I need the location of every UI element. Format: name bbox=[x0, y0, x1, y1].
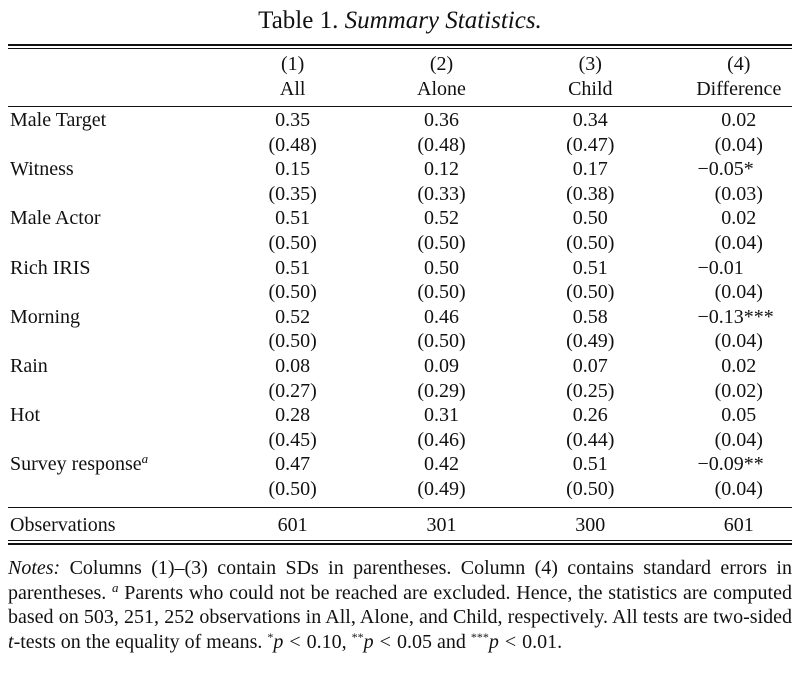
sd-cell: (0.35) bbox=[268, 182, 317, 205]
mean-cell: −0.13*** bbox=[697, 305, 774, 328]
mean-cell: 0.50 bbox=[572, 207, 608, 230]
column-header-all: All bbox=[279, 77, 306, 100]
table-row bbox=[8, 206, 792, 231]
sd-cell: (0.50) bbox=[566, 281, 615, 304]
table-row-sd bbox=[8, 477, 792, 502]
column-header-alone: Alone bbox=[417, 77, 466, 100]
sd-cell: (0.49) bbox=[566, 330, 615, 353]
mean-cell: 0.28 bbox=[275, 404, 311, 427]
sd-cell: (0.50) bbox=[417, 231, 466, 254]
mean-cell: 0.51 bbox=[275, 256, 311, 279]
mean-cell: 0.02 bbox=[721, 207, 757, 230]
mean-cell: 0.52 bbox=[275, 305, 311, 328]
sd-cell: (0.47) bbox=[566, 133, 615, 156]
sd-cell: (0.33) bbox=[417, 182, 466, 205]
table-row-sd bbox=[8, 379, 792, 404]
table-row-sd bbox=[8, 182, 792, 207]
observations-value: 301 bbox=[426, 513, 457, 536]
mean-cell: 0.12 bbox=[423, 158, 459, 181]
mean-cell: 0.46 bbox=[423, 305, 459, 328]
mean-cell: 0.51 bbox=[275, 207, 311, 230]
table-row bbox=[8, 403, 792, 428]
table-row-sd bbox=[8, 231, 792, 256]
sd-cell: (0.02) bbox=[714, 379, 763, 402]
mean-cell: 0.31 bbox=[423, 404, 459, 427]
observations-value: 601 bbox=[723, 513, 754, 536]
table-row bbox=[8, 256, 792, 281]
mean-cell: 0.50 bbox=[423, 256, 459, 279]
sd-cell: (0.04) bbox=[714, 330, 763, 353]
sd-cell: (0.50) bbox=[566, 231, 615, 254]
top-rule-2 bbox=[8, 48, 792, 49]
summary-statistics-table bbox=[8, 52, 792, 542]
mean-cell: 0.52 bbox=[423, 207, 459, 230]
sd-cell: (0.04) bbox=[714, 281, 763, 304]
table-row-sd bbox=[8, 280, 792, 305]
sd-cell: (0.50) bbox=[268, 330, 317, 353]
column-number: (4) bbox=[727, 53, 751, 75]
sd-cell: (0.50) bbox=[268, 477, 317, 500]
sd-cell: (0.38) bbox=[566, 182, 615, 205]
row-label: Male Target bbox=[10, 109, 107, 131]
mean-cell: 0.36 bbox=[423, 109, 459, 131]
mean-cell: 0.17 bbox=[572, 158, 608, 181]
header-row-numbers bbox=[8, 52, 792, 77]
footnote-marker: a bbox=[141, 451, 149, 467]
table-row-sd bbox=[8, 133, 792, 158]
row-label: Rain bbox=[10, 354, 48, 377]
sd-cell: (0.45) bbox=[268, 428, 317, 451]
mean-cell: 0.26 bbox=[572, 404, 608, 427]
mean-cell: 0.02 bbox=[721, 109, 757, 131]
sd-cell: (0.49) bbox=[417, 477, 466, 500]
row-label: Rich IRIS bbox=[10, 256, 91, 279]
row-label: Survey response$^a$ bbox=[10, 451, 149, 476]
sd-cell: (0.04) bbox=[714, 231, 763, 254]
row-label: Witness bbox=[10, 158, 74, 181]
top-rule-1 bbox=[8, 44, 792, 46]
table-row bbox=[8, 157, 792, 182]
sd-cell: (0.50) bbox=[417, 330, 466, 353]
bottom-rule-2 bbox=[8, 543, 792, 545]
mean-cell: 0.35 bbox=[275, 109, 311, 131]
sd-cell: (0.27) bbox=[268, 379, 317, 402]
mean-cell: 0.08 bbox=[275, 354, 311, 377]
table-notes: Notes: Columns (1)–(3) contain SDs in parentheses. Column (4) contains standard errors in parentheses. $^a$ Parents who could not be reached are excluded. Hence, the statistics are computed based on 503, 251, 252 observations in All, Alone, and Child, respectively. All tests are two-sided t-tests on the equality of means. *p < 0.10, **p < 0.05 and ***p < 0.01. bbox=[8, 557, 792, 653]
column-number: (1) bbox=[280, 53, 305, 75]
table-row bbox=[8, 354, 792, 379]
mean-cell: 0.47 bbox=[275, 453, 311, 476]
sd-cell: (0.48) bbox=[268, 133, 317, 156]
header-row-names bbox=[8, 77, 792, 102]
mean-cell: 0.34 bbox=[572, 109, 608, 131]
mean-cell: 0.02 bbox=[721, 354, 757, 377]
sd-cell: (0.50) bbox=[268, 231, 317, 254]
mean-cell: 0.05 bbox=[721, 404, 757, 427]
sd-cell: (0.04) bbox=[714, 428, 763, 451]
table-row bbox=[8, 305, 792, 330]
table-body bbox=[8, 108, 792, 502]
table-row-sd bbox=[8, 428, 792, 453]
observations-value: 601 bbox=[277, 513, 308, 536]
sd-cell: (0.04) bbox=[714, 133, 763, 156]
table-row bbox=[8, 452, 792, 477]
mean-cell: 0.42 bbox=[423, 453, 459, 476]
sd-cell: (0.46) bbox=[417, 428, 466, 451]
observations-row bbox=[8, 509, 792, 542]
mean-cell: 0.58 bbox=[572, 305, 608, 328]
row-label: Male Actor bbox=[10, 207, 101, 230]
mean-cell: −0.09** bbox=[697, 453, 764, 476]
table-row bbox=[8, 108, 792, 133]
notes-lead: Notes: bbox=[8, 557, 61, 579]
sd-cell: (0.50) bbox=[268, 281, 317, 304]
sd-cell: (0.50) bbox=[417, 281, 466, 304]
column-header-child: Child bbox=[568, 77, 613, 100]
column-number: (3) bbox=[578, 53, 602, 75]
mean-cell: 0.07 bbox=[572, 354, 608, 377]
mean-cell: −0.05* bbox=[697, 158, 754, 181]
caption-number: Table 1. bbox=[258, 7, 339, 34]
mean-cell: 0.09 bbox=[423, 354, 459, 377]
row-label: Morning bbox=[10, 305, 80, 328]
mean-cell: −0.01 bbox=[697, 256, 744, 279]
column-header-difference: Difference bbox=[696, 77, 782, 100]
observations-label: Observations bbox=[10, 513, 116, 536]
mean-cell: 0.51 bbox=[572, 256, 608, 279]
sd-cell: (0.25) bbox=[566, 379, 615, 402]
table-row-sd bbox=[8, 329, 792, 354]
mean-cell: 0.51 bbox=[572, 453, 608, 476]
caption-subtitle: Summary Statistics. bbox=[344, 7, 542, 34]
sd-cell: (0.50) bbox=[566, 477, 615, 500]
sd-cell: (0.03) bbox=[714, 182, 763, 205]
sd-cell: (0.04) bbox=[714, 477, 763, 500]
sd-cell: (0.44) bbox=[566, 428, 615, 451]
observations-value: 300 bbox=[575, 513, 606, 536]
table-caption bbox=[0, 4, 800, 38]
mean-cell: 0.15 bbox=[275, 158, 311, 181]
sd-cell: (0.48) bbox=[417, 133, 466, 156]
column-number: (2) bbox=[429, 53, 454, 75]
sd-cell: (0.29) bbox=[417, 379, 466, 402]
row-label: Hot bbox=[10, 404, 40, 427]
